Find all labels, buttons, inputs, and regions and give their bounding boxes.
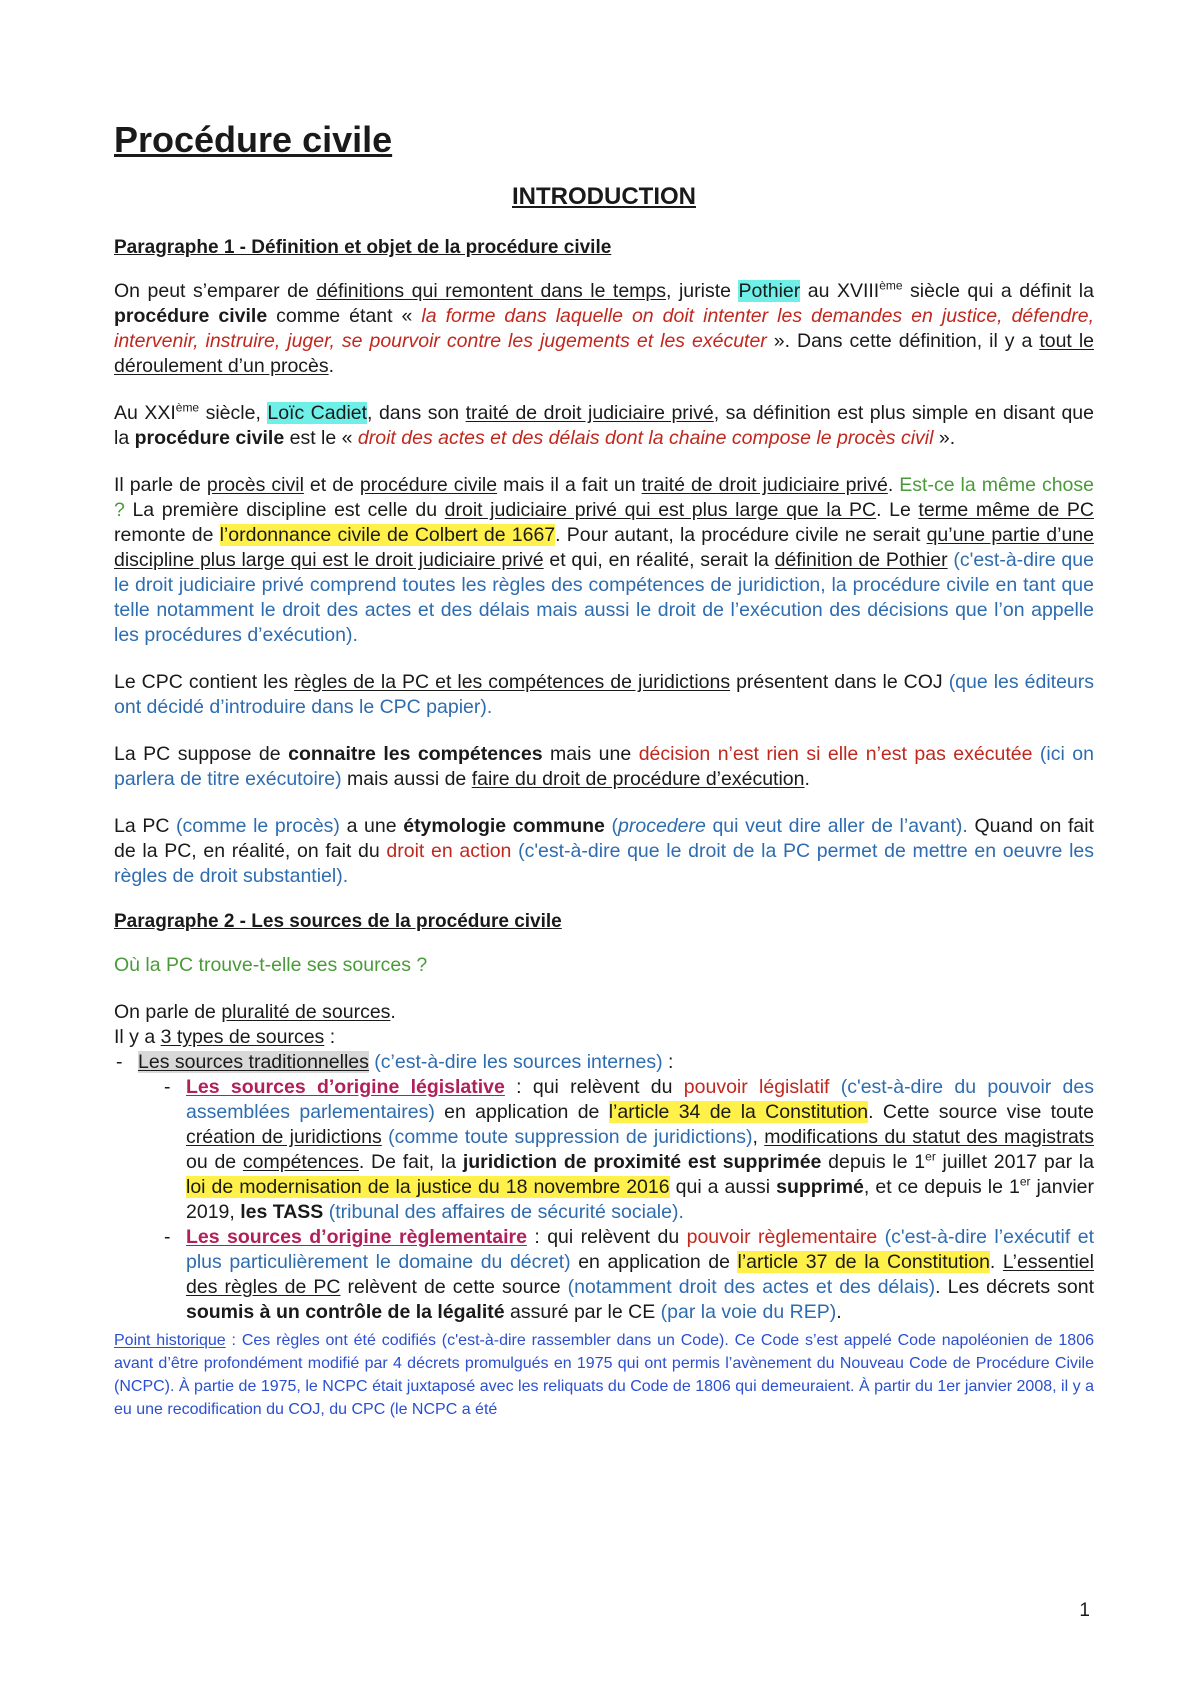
explanation-text: (c'est-à-dire que le droit de la PC permet de mettre en oeuvre les règles de droit substantiel). bbox=[114, 840, 1094, 888]
text-run: La PC suppose de bbox=[114, 743, 289, 766]
text-run: relèvent de cette source bbox=[340, 1276, 568, 1299]
text-run: : qui relèvent du bbox=[504, 1076, 684, 1099]
note-text: : Ces règles ont été codifiés (c'est-à-dire rassembler dans un Code). Ce Code s’est appelé Code napoléonien de 1806 avant d’être profondément modifié par 4 décrets promulgués en 1975 qui ont permis l’avènement du Nouveau Code de Procédure Civile (NCPC). À partie de 1975, le NCPC était juxtaposé avec les reliquats du Code de 1806 qui demeuraient. À partir du 1er janvier 2008, il y a eu une recodification du COJ, du CPC (le NCPC a été bbox=[114, 1332, 1094, 1419]
etymologie-paragraph bbox=[114, 814, 1094, 889]
text-run: , bbox=[752, 1126, 765, 1149]
sources-list bbox=[114, 1050, 1094, 1325]
traditional-sources-label: Les sources traditionnelles bbox=[138, 1051, 369, 1074]
text-run: Quand on fait de la PC, en réalité, on fait du bbox=[114, 815, 1094, 863]
explanation-text: (c'est-à-dire l’exécutif et plus particulièrement le domaine du décret) bbox=[186, 1226, 1094, 1274]
text-run: siècle, bbox=[199, 402, 268, 425]
text-run: Il y a bbox=[114, 1026, 161, 1049]
list-item bbox=[162, 1075, 1094, 1225]
underlined-text: définitions qui remontent dans le temps bbox=[316, 280, 667, 303]
underlined-text: traité de droit judiciaire privé bbox=[641, 474, 888, 497]
explanation-text: (que les éditeurs ont décidé d’introduire dans le CPC papier). bbox=[114, 671, 1095, 719]
text-run: ou de bbox=[186, 1151, 243, 1174]
superscript: er bbox=[1019, 1174, 1031, 1189]
explanation-text: (comme toute suppression de juridictions) bbox=[381, 1126, 753, 1149]
underlined-text: procédure civile bbox=[359, 474, 498, 497]
underlined-text: règles de la PC et les compétences de juridictions bbox=[294, 671, 731, 694]
competences-paragraph bbox=[114, 742, 1094, 792]
text-run: , et ce depuis le 1 bbox=[863, 1176, 1020, 1199]
text-run: Le CPC contient les bbox=[114, 671, 295, 694]
text-run: ». Dans cette définition, il y a bbox=[766, 330, 1040, 353]
note-label: Point historique bbox=[114, 1332, 226, 1350]
paragraph-2-heading: Paragraphe 2 - Les sources de la procédure civile bbox=[114, 911, 562, 933]
explanation-text: (par la voie du REP) bbox=[660, 1301, 837, 1324]
text-run: . bbox=[836, 1301, 842, 1324]
underlined-text: pluralité de sources bbox=[221, 1001, 391, 1024]
underlined-text: 3 types de sources bbox=[160, 1026, 325, 1049]
text-run: comme étant « bbox=[267, 305, 422, 328]
document-content bbox=[114, 118, 1094, 1421]
text-run: siècle qui a définit la bbox=[902, 280, 1094, 303]
underlined-text: modifications du statut des magistrats bbox=[764, 1126, 1094, 1149]
text-run: est le « bbox=[284, 427, 358, 450]
underlined-text: compétences bbox=[242, 1151, 359, 1174]
definition-cadiet-paragraph bbox=[114, 401, 1094, 451]
text-run: . Pour autant, la procédure civile ne serait bbox=[555, 524, 927, 547]
quoted-definition: la forme dans laquelle on doit intenter les demandes en justice, défendre, intervenir, instruire, juger, se pourvoir contre les jugements et les exécuter bbox=[114, 305, 1094, 353]
text-run: mais il a fait un bbox=[497, 474, 642, 497]
text-run: en application de bbox=[434, 1101, 609, 1124]
quoted-definition: droit des actes et des délais dont la chaine compose le procès civil bbox=[357, 427, 934, 450]
text-run: mais une bbox=[542, 743, 639, 766]
text-run: . bbox=[390, 1001, 396, 1024]
explanation-text: (ici on parlera de titre exécutoire) bbox=[114, 743, 1094, 791]
text-run: a une bbox=[339, 815, 404, 838]
emphasis-text: droit en action bbox=[386, 840, 512, 863]
text-run: janvier 2019, bbox=[186, 1176, 1094, 1224]
text-run: . Cette source vise toute bbox=[868, 1101, 1094, 1124]
text-run: en application de bbox=[570, 1251, 738, 1274]
underlined-text: traité de droit judiciaire privé bbox=[465, 402, 714, 425]
text-run: présentent dans le COJ bbox=[730, 671, 949, 694]
explanation-text: qui veut dire aller de l’avant). bbox=[705, 815, 968, 838]
author-highlight: Pothier bbox=[738, 280, 801, 303]
definition-pothier-paragraph bbox=[114, 279, 1094, 379]
text-run: La PC bbox=[114, 815, 177, 838]
text-run: La première discipline est celle du bbox=[124, 499, 445, 522]
explanation-text: (c'est-à-dire que le droit judiciaire privé comprend toutes les règles des compétences de juridiction, la procédure civile en tant que telle notamment le droit des actes et des délais mais aussi le droit de l’exécution des décisions que l’on appelle les procédures d’exécution). bbox=[114, 549, 1094, 647]
bold-term: connaitre les compétences bbox=[288, 743, 543, 766]
latin-term: procedere bbox=[618, 815, 706, 838]
cpc-paragraph bbox=[114, 670, 1094, 720]
text-run: au XVIII bbox=[800, 280, 880, 303]
regulatory-sources-label: Les sources d’origine règlementaire bbox=[186, 1226, 527, 1249]
bold-term: supprimé bbox=[776, 1176, 864, 1199]
text-run: . bbox=[328, 355, 335, 378]
text-run: , dans son bbox=[367, 402, 466, 425]
superscript: er bbox=[925, 1149, 936, 1164]
text-run: : qui relèvent du bbox=[526, 1226, 687, 1249]
text-run: Au XXI bbox=[114, 402, 176, 425]
text-run: . Le bbox=[876, 499, 919, 522]
text-run: depuis le 1 bbox=[821, 1151, 926, 1174]
underlined-text: tout le déroulement d’un procès bbox=[114, 330, 1094, 378]
bold-term: juridiction de proximité est supprimée bbox=[462, 1151, 822, 1174]
legislative-sources-label: Les sources d’origine législative bbox=[186, 1076, 505, 1099]
author-highlight: Loïc Cadiet bbox=[267, 402, 368, 425]
explanation-text: (comme le procès) bbox=[176, 815, 340, 838]
explanation-text: (tribunal des affaires de sécurité sociale). bbox=[323, 1201, 684, 1224]
text-run: juillet 2017 par la bbox=[935, 1151, 1094, 1174]
page-number: 1 bbox=[1079, 1600, 1090, 1621]
text-run: . Les décrets sont bbox=[935, 1276, 1094, 1299]
text-run: qui a aussi bbox=[669, 1176, 777, 1199]
text-run: On parle de bbox=[114, 1001, 222, 1024]
bold-term: étymologie commune bbox=[403, 815, 605, 838]
underlined-text: terme même de PC bbox=[918, 499, 1094, 522]
text-run: : bbox=[662, 1051, 674, 1074]
text-run: . bbox=[887, 474, 900, 497]
text-run: Il parle de bbox=[114, 474, 207, 497]
pluralite-line bbox=[114, 1000, 1094, 1025]
judiciaire-prive-paragraph bbox=[114, 473, 1094, 648]
emphasis-text: décision n’est rien si elle n’est pas exécutée bbox=[638, 743, 1033, 766]
text-run: , juriste bbox=[666, 280, 739, 303]
text-run: mais aussi de bbox=[341, 768, 472, 791]
underlined-text: droit judiciaire privé qui est plus large que la PC bbox=[444, 499, 877, 522]
highlighted-reference: l’article 34 de la Constitution bbox=[608, 1101, 869, 1124]
bold-term: les TASS bbox=[240, 1201, 324, 1224]
text-run: . bbox=[804, 768, 810, 791]
text-run: ». bbox=[933, 427, 956, 450]
underlined-text: procès civil bbox=[206, 474, 304, 497]
underlined-text: faire du droit de procédure d’exécution bbox=[471, 768, 805, 791]
underlined-text: qu’une partie d’une discipline plus large qui est le droit judiciaire privé bbox=[114, 524, 1094, 572]
bold-term: procédure civile bbox=[114, 305, 268, 328]
text-run: . De fait, la bbox=[358, 1151, 463, 1174]
question-text: Est-ce la même chose ? bbox=[114, 474, 1094, 522]
text-run: On peut s’emparer de bbox=[114, 280, 317, 303]
text-run: assuré par le CE bbox=[504, 1301, 661, 1324]
introduction-heading: INTRODUCTION bbox=[512, 183, 696, 211]
superscript: ème bbox=[879, 278, 903, 293]
explanation-text: ( bbox=[604, 815, 619, 838]
sources-question: Où la PC trouve-t-elle ses sources ? bbox=[114, 954, 428, 977]
highlighted-reference: loi de modernisation de la justice du 18 novembre 2016 bbox=[186, 1176, 670, 1199]
list-item bbox=[162, 1225, 1094, 1325]
bold-term: soumis à un contrôle de la légalité bbox=[186, 1301, 505, 1324]
text-run: et de bbox=[303, 474, 360, 497]
underlined-text: L’essentiel des règles de PC bbox=[186, 1251, 1094, 1299]
text-run: . bbox=[989, 1251, 1003, 1274]
paragraph-1-heading: Paragraphe 1 - Définition et objet de la procédure civile bbox=[114, 237, 612, 259]
highlighted-reference: l’article 37 de la Constitution bbox=[737, 1251, 990, 1274]
bold-term: procédure civile bbox=[134, 427, 285, 450]
emphasis-text: pouvoir règlementaire bbox=[686, 1226, 878, 1249]
highlighted-reference: l’ordonnance civile de Colbert de 1667 bbox=[219, 524, 556, 547]
explanation-text: (c’est-à-dire les sources internes) bbox=[368, 1051, 663, 1074]
underlined-text: création de juridictions bbox=[186, 1126, 382, 1149]
sources-sublist bbox=[138, 1075, 1094, 1325]
types-line bbox=[114, 1025, 1094, 1050]
explanation-text: (c'est-à-dire du pouvoir des assemblées parlementaires) bbox=[186, 1076, 1094, 1124]
text-run: : bbox=[324, 1026, 336, 1049]
page-title: Procédure civile bbox=[114, 119, 393, 160]
text-run: remonte de bbox=[114, 524, 220, 547]
underlined-text: définition de Pothier bbox=[774, 549, 948, 572]
superscript: ème bbox=[175, 400, 200, 415]
emphasis-text: pouvoir législatif bbox=[683, 1076, 830, 1099]
explanation-text: (notamment droit des actes et des délais) bbox=[567, 1276, 936, 1299]
text-run: et qui, en réalité, serait la bbox=[543, 549, 775, 572]
text-run: , sa définition est plus simple en disant que la bbox=[114, 402, 1094, 450]
historical-note bbox=[114, 1329, 1094, 1421]
list-item bbox=[114, 1050, 1094, 1325]
